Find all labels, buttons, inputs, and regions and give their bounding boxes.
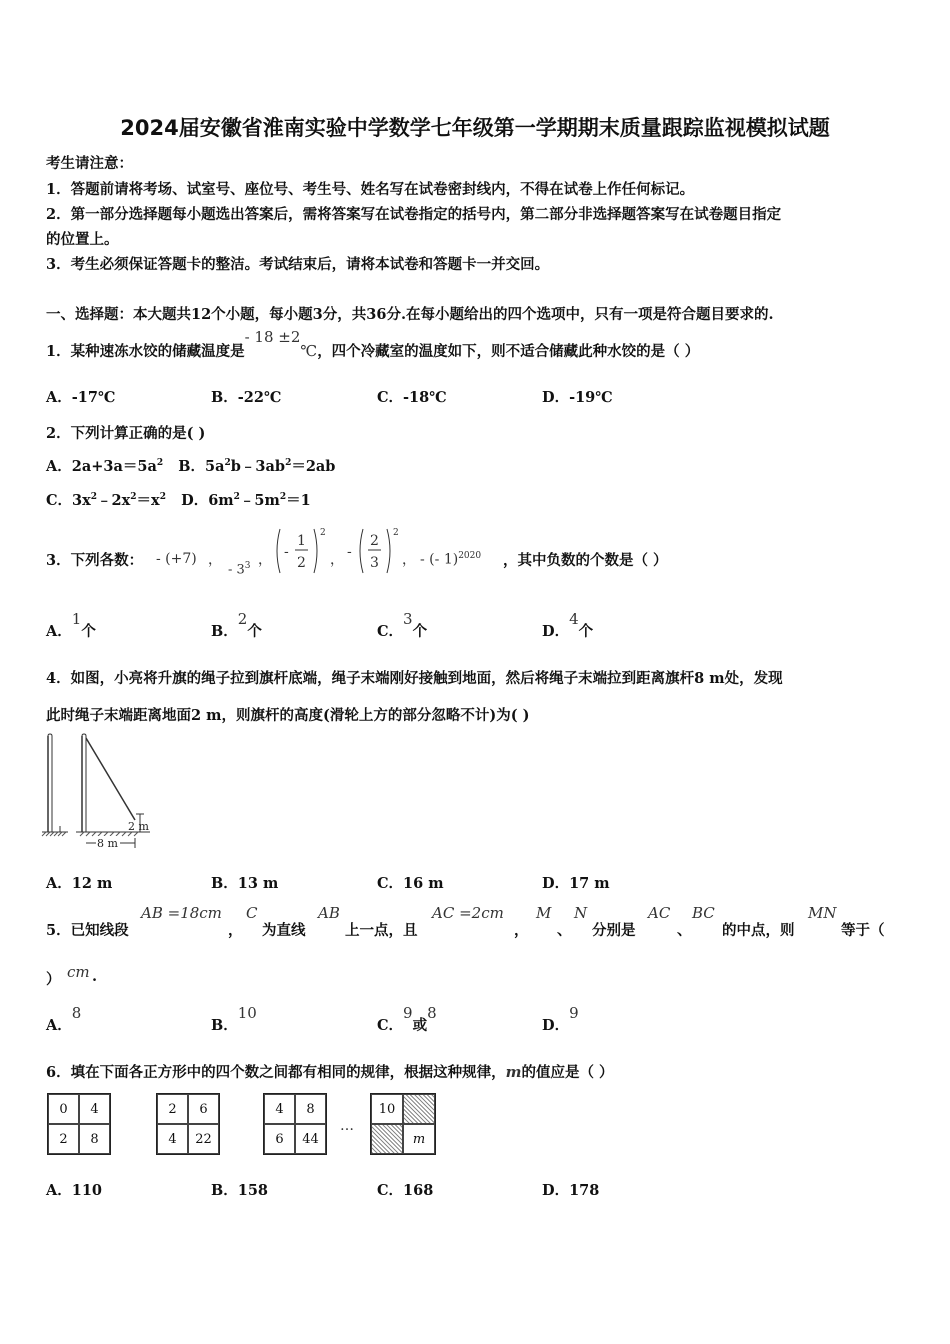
section-heading: 一、选择题：本大题共12个小题，每小题3分，共36分.在每小题给出的四个选项中，只有一项是符合题目要求的. bbox=[46, 306, 774, 323]
svg-text:8 m: 8 m bbox=[97, 837, 118, 850]
svg-text:2: 2 bbox=[370, 533, 379, 549]
sequence-ellipsis: … bbox=[340, 1118, 354, 1134]
number-square-1: 0 4 2 8 bbox=[47, 1093, 111, 1155]
notice-item-1: 1．答题前请将考场、试室号、座位号、考生号、姓名写在试卷密封线内，不得在试卷上作任何标记。 bbox=[46, 181, 695, 198]
q1-prefix: 1．某种速冻水饺的储藏温度是 bbox=[46, 343, 245, 360]
notice-item-3: 3．考生必须保证答题卡的整洁。考试结束后，请将本试卷和答题卡一并交回。 bbox=[46, 256, 550, 273]
svg-text:-: - bbox=[347, 544, 352, 560]
q5-t1: 5．已知线段 bbox=[46, 922, 129, 939]
q3-expr-3 bbox=[272, 525, 332, 577]
q1-option-b[interactable]: B．-22℃ bbox=[211, 389, 282, 406]
q6-option-d[interactable]: D．178 bbox=[542, 1182, 600, 1199]
q3-option-a[interactable]: A．1个 bbox=[46, 610, 96, 640]
notice-item-2-cont: 的位置上。 bbox=[46, 231, 119, 248]
q5-m7: AC bbox=[648, 904, 671, 922]
q3-prefix: 3．下列各数： bbox=[46, 552, 144, 569]
q4-option-c[interactable]: C．16 m bbox=[377, 875, 444, 892]
notice-header: 考生请注意： bbox=[46, 155, 133, 172]
q1-unit: ℃ bbox=[300, 342, 318, 360]
question-1 bbox=[46, 328, 700, 361]
q5-m5: M bbox=[536, 904, 552, 922]
q4-option-d[interactable]: D．17 m bbox=[542, 875, 610, 892]
q5-unit: cm bbox=[67, 963, 90, 981]
q5-m9: MN bbox=[808, 904, 837, 922]
q5-m1: AB =18cm bbox=[141, 904, 222, 922]
svg-text:2: 2 bbox=[320, 528, 326, 538]
q4-option-a[interactable]: A．12 m bbox=[46, 875, 113, 892]
svg-text:1: 1 bbox=[297, 533, 306, 549]
svg-text:2 m: 2 m bbox=[128, 820, 149, 833]
q5-m6: N bbox=[574, 904, 588, 922]
q5-option-a[interactable]: A．8 bbox=[46, 1004, 82, 1034]
q1-option-d[interactable]: D．-19℃ bbox=[542, 389, 613, 406]
page-title: 2024届安徽省淮南实验中学数学七年级第一学期期末质量跟踪监视模拟试题 bbox=[120, 116, 830, 140]
question-6: 6．填在下面各正方形中的四个数之间都有相同的规律，根据这种规律，m的值应是（ ） bbox=[46, 1063, 614, 1081]
q1-expr: - 18 ±2 bbox=[244, 328, 301, 346]
svg-text:-: - bbox=[284, 544, 289, 560]
q2-options-ab[interactable]: A．$2a+3a=5a^2$ B．$5a^2b﹣3ab^2=2ab$ bbox=[46, 458, 336, 475]
q3-expr-5: - (- 1)$^{2020}$ bbox=[420, 551, 482, 568]
q5-option-b[interactable]: B．10 bbox=[211, 1004, 257, 1034]
number-square-2: 2 6 4 22 bbox=[156, 1093, 220, 1155]
question-4-line2: 此时绳子末端距离地面2 m，则旗杆的高度(滑轮上方的部分忽略不计)为( ) bbox=[46, 707, 530, 724]
svg-text:2: 2 bbox=[297, 555, 306, 571]
q2-options-cd[interactable]: C．$3x^2﹣2x^2=x^2$ D．$6m^2﹣5m^2=1$ bbox=[46, 492, 311, 509]
q6-option-a[interactable]: A．110 bbox=[46, 1182, 103, 1199]
q5-option-c[interactable]: C．9或8 bbox=[377, 1004, 437, 1034]
q3-expr-2: - $3^3$ bbox=[228, 561, 251, 578]
q4-option-b[interactable]: B．13 m bbox=[211, 875, 279, 892]
q4-flagpole-figure bbox=[40, 732, 160, 854]
question-4-line1: 4．如图，小亮将升旗的绳子拉到旗杆底端，绳子末端刚好接触到地面，然后将绳子末端拉到距离旗杆8 m处，发现 bbox=[46, 670, 783, 687]
q5-m8: BC bbox=[692, 904, 715, 922]
q3-expr-4 bbox=[345, 525, 405, 577]
question-2: 2．下列计算正确的是( ) bbox=[46, 425, 206, 442]
svg-text:3: 3 bbox=[370, 555, 379, 571]
q5-option-d[interactable]: D．9 bbox=[542, 1004, 579, 1034]
q3-expr-1: - (+7) bbox=[156, 551, 197, 567]
number-square-4: 10 m bbox=[370, 1093, 436, 1155]
notice-item-2: 2．第一部分选择题每小题选出答案后，需将答案写在试卷指定的括号内，第二部分非选择题答案写在试卷题目指定 bbox=[46, 206, 782, 223]
exam-page: 2024届安徽省淮南实验中学数学七年级第一学期期末质量跟踪监视模拟试题 考生请注意： 1．答题前请将考场、试室号、座位号、考生号、姓名写在试卷密封线内，不得在试卷上作任何标记。 2．第一部分选择题每小题选出答案后，需将答案写在试卷指定的括号内，第二部分非选择题答案写在试卷题目指定 的位置上。 3．考生必须保证答题卡的整洁。考试结束后，请将本试卷和答题卡一并交回。 一、选择题：本大题共12个小题，每小题3分，共36分.在每小题给出的四个选项中，只有一项是符合题目要求的. 1．某种速冻水饺的储藏温度是- 18 ±2℃，四个冷藏室的温度如下，则不适合储藏此种水饺的是（ ） A．-17℃ B．-22℃ C．-18℃ D．-19℃ 2．下列计算正确的是( ) A．$2a+3a=5a^2$ B．$5a^2b﹣3ab^2=2ab$ C．$3x^2﹣2x^2=x^2$ D．$6m^2﹣5m^2=1$ 3．下列各数： - (+7) ， - $3^3$ ， - 1 2 2 ， - 2 3 2 ， - (- 1)$^{2020}$ ，其中负数的个数是（ ） A．1个 B．2个 C．3个 D．4个 4．如图，小亮将升旗的绳子拉到旗杆底端，绳子末端刚好接触到地面，然后将绳子末端拉到距离旗杆8 m处，发现 此时绳子末端距离地面2 m，则旗杆的高度(滑轮上方的部分忽略不计)为( ) 2 m 8 m A．12 m B．13 m C．16 m D．17 m 5．已知线段 AB =18cm ， C 为直线 AB 上一点，且 AC =2cm ， M 、 N 分别是 AC 、 BC 的中点，则 MN 等于（ ） cm . A．8 B．10 C．9或8 D．9 6．填在下面各正方形中的四个数之间都有相同的规律，根据这种规律，m的值应是（ ） 0 4 2 8 2 6 4 22 4 8 6 44 … 10 m A．110 B．158 C．168 D．178 bbox=[0, 0, 950, 1344]
q5-m2: C bbox=[246, 904, 258, 922]
q3-suffix: ，其中负数的个数是（ ） bbox=[503, 552, 668, 569]
number-square-3: 4 8 6 44 bbox=[263, 1093, 327, 1155]
q6-option-b[interactable]: B．158 bbox=[211, 1182, 269, 1199]
q6-option-c[interactable]: C．168 bbox=[377, 1182, 434, 1199]
q1-option-a[interactable]: A．-17℃ bbox=[46, 389, 116, 406]
q3-option-c[interactable]: C．3个 bbox=[377, 610, 428, 640]
svg-text:2: 2 bbox=[393, 528, 399, 538]
q1-suffix: ，四个冷藏室的温度如下，则不适合储藏此种水饺的是（ ） bbox=[317, 343, 700, 360]
q3-option-d[interactable]: D．4个 bbox=[542, 610, 594, 640]
q5-m3: AB bbox=[318, 904, 340, 922]
q3-option-b[interactable]: B．2个 bbox=[211, 610, 262, 640]
q5-m4: AC =2cm bbox=[432, 904, 504, 922]
q1-option-c[interactable]: C．-18℃ bbox=[377, 389, 447, 406]
